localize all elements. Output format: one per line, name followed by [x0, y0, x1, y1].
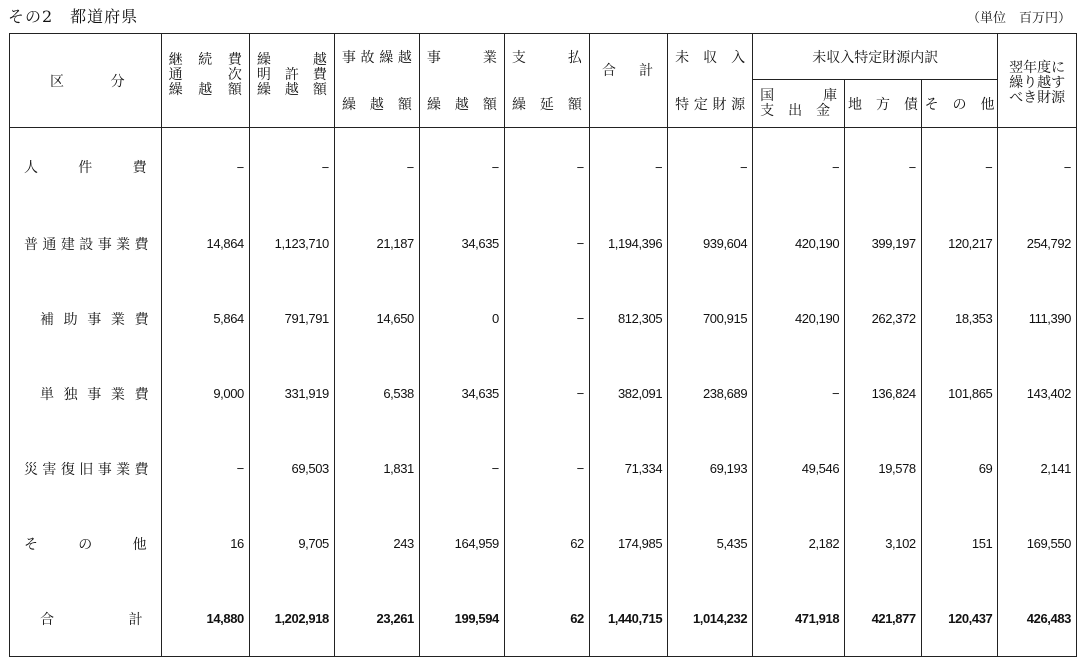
cell-value: 69,503	[249, 431, 334, 506]
cell-value: 6,538	[334, 356, 419, 431]
row-label: 災 害 復 旧 事 業 費	[10, 431, 162, 506]
cell-value: −	[504, 206, 589, 281]
cell-value: −	[161, 128, 249, 207]
table-row-jinkenhi	[10, 128, 1077, 207]
cell-value: 421,877	[845, 581, 922, 657]
cell-value: 18,353	[921, 281, 998, 356]
cell-value: 254,792	[998, 206, 1077, 281]
table-row-futsu-kensetsu	[10, 206, 1077, 281]
table-row-tandoku	[10, 356, 1077, 431]
cell-value: −	[589, 128, 667, 207]
page-title: その2 都道府県	[8, 7, 139, 26]
header-shiharai: 支 払 繰 延 額	[504, 34, 589, 128]
cell-value: 120,217	[921, 206, 998, 281]
cell-value: −	[504, 431, 589, 506]
cell-value: 939,604	[668, 206, 753, 281]
cell-value: 23,261	[334, 581, 419, 657]
cell-value: −	[921, 128, 998, 207]
cell-value: 120,437	[921, 581, 998, 657]
row-label: そ の 他	[10, 506, 162, 581]
header-mishu-uchiwake: 未収入特定財源内訳	[753, 34, 998, 80]
cell-value: 812,305	[589, 281, 667, 356]
cell-value: 1,014,232	[668, 581, 753, 657]
cell-value: 69	[921, 431, 998, 506]
cell-value: 151	[921, 506, 998, 581]
cell-value: 16	[161, 506, 249, 581]
table-row-gokei	[10, 581, 1077, 657]
cell-value: 700,915	[668, 281, 753, 356]
row-label: 普 通 建 設 事 業 費	[10, 206, 162, 281]
header-kokko: 国 庫 支 出 金	[753, 80, 845, 128]
cell-value: 19,578	[845, 431, 922, 506]
cell-value: 174,985	[589, 506, 667, 581]
cell-value: 791,791	[249, 281, 334, 356]
cell-value: −	[419, 431, 504, 506]
cell-value: 331,919	[249, 356, 334, 431]
cell-value: 426,483	[998, 581, 1077, 657]
cell-value: 1,123,710	[249, 206, 334, 281]
row-label: 補 助 事 業 費	[10, 281, 162, 356]
header-meikyo: 繰 越 明 許 費 繰 越 額	[249, 34, 334, 128]
cell-value: 111,390	[998, 281, 1077, 356]
cell-value: 9,705	[249, 506, 334, 581]
cell-value: 382,091	[589, 356, 667, 431]
cell-value: 262,372	[845, 281, 922, 356]
cell-value: −	[161, 431, 249, 506]
table-row-sonota	[10, 506, 1077, 581]
cell-value: 143,402	[998, 356, 1077, 431]
cell-value: 34,635	[419, 356, 504, 431]
header-sonota: そ の 他	[921, 80, 998, 128]
header-mishu: 未 収 入 特定財源	[668, 34, 753, 128]
cell-value: 9,000	[161, 356, 249, 431]
cell-value: 62	[504, 506, 589, 581]
cell-value: −	[334, 128, 419, 207]
cell-value: 5,435	[668, 506, 753, 581]
row-label: 単 独 事 業 費	[10, 356, 162, 431]
cell-value: 1,202,918	[249, 581, 334, 657]
cell-value: 3,102	[845, 506, 922, 581]
cell-value: 1,440,715	[589, 581, 667, 657]
row-label: 人 件 費	[10, 128, 162, 207]
cell-value: 199,594	[419, 581, 504, 657]
unit-note: （単位 百万円）	[966, 11, 1071, 26]
carryover-table	[9, 33, 1077, 657]
cell-value: −	[753, 356, 845, 431]
cell-value: 238,689	[668, 356, 753, 431]
cell-value: 169,550	[998, 506, 1077, 581]
cell-value: 420,190	[753, 281, 845, 356]
cell-value: 2,182	[753, 506, 845, 581]
header-keizoku: 継 続 費 通 次 繰 越 額	[161, 34, 249, 128]
cell-value: −	[668, 128, 753, 207]
cell-value: −	[753, 128, 845, 207]
cell-value: 0	[419, 281, 504, 356]
cell-value: 69,193	[668, 431, 753, 506]
cell-value: 1,831	[334, 431, 419, 506]
cell-value: 14,880	[161, 581, 249, 657]
cell-value: 21,187	[334, 206, 419, 281]
cell-value: −	[419, 128, 504, 207]
cell-value: 420,190	[753, 206, 845, 281]
cell-value: 101,865	[921, 356, 998, 431]
header-jiko: 事故繰越 繰 越 額	[334, 34, 419, 128]
header-chihosai: 地 方 債	[845, 80, 922, 128]
cell-value: 5,864	[161, 281, 249, 356]
cell-value: 62	[504, 581, 589, 657]
header-kubun: 区 分	[10, 34, 162, 128]
cell-value: −	[504, 281, 589, 356]
cell-value: 471,918	[753, 581, 845, 657]
cell-value: −	[504, 356, 589, 431]
cell-value: 49,546	[753, 431, 845, 506]
cell-value: 399,197	[845, 206, 922, 281]
cell-value: 34,635	[419, 206, 504, 281]
cell-value: 136,824	[845, 356, 922, 431]
header-jigyo: 事 業 繰 越 額	[419, 34, 504, 128]
header-yokunendo: 翌年度に 繰り越す べき財源	[998, 34, 1077, 128]
cell-value: 71,334	[589, 431, 667, 506]
row-label: 合 計	[10, 581, 162, 657]
cell-value: −	[249, 128, 334, 207]
cell-value: 2,141	[998, 431, 1077, 506]
header-gokei: 合 計	[589, 34, 667, 128]
table-row-saigai	[10, 431, 1077, 506]
cell-value: 164,959	[419, 506, 504, 581]
table-row-hojo	[10, 281, 1077, 356]
cell-value: 243	[334, 506, 419, 581]
cell-value: −	[998, 128, 1077, 207]
cell-value: −	[845, 128, 922, 207]
cell-value: 14,650	[334, 281, 419, 356]
cell-value: 14,864	[161, 206, 249, 281]
cell-value: 1,194,396	[589, 206, 667, 281]
cell-value: −	[504, 128, 589, 207]
